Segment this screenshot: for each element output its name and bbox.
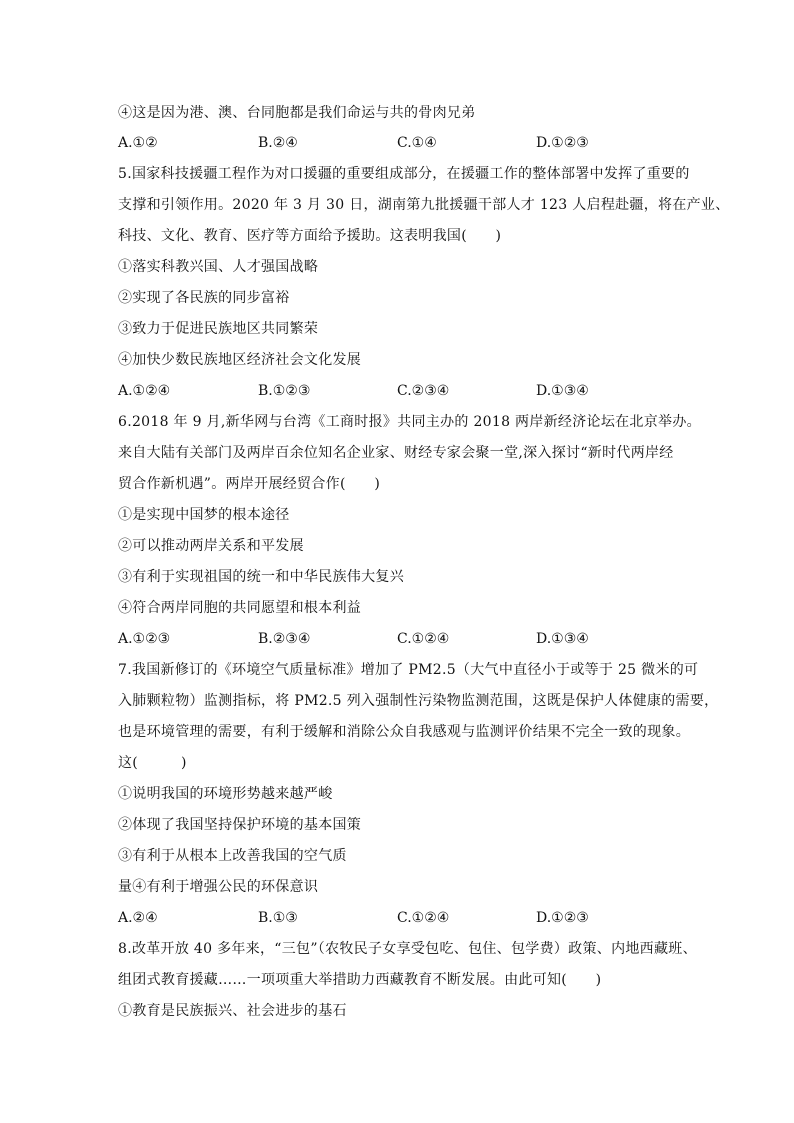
q5-option-d: D.①③④: [536, 383, 589, 399]
q4-option-b: B.②④: [258, 135, 298, 151]
q7-item-3: ③有利于从根本上改善我国的空气质: [118, 848, 347, 864]
q7-option-b: B.①③: [258, 910, 298, 926]
q6-option-c: C.①②④: [397, 631, 450, 647]
q8-stem-line-1: 8.改革开放 40 多年来，“三包”（农牧民子女享受包吃、包住、包学费）政策、内地西藏班、: [118, 941, 697, 957]
q6-option-b: B.②③④: [258, 631, 311, 647]
q7-option-c: C.①②④: [397, 910, 450, 926]
q7-stem-line-4: 这( ): [118, 755, 187, 771]
q4-item-4: ④这是因为港、澳、台同胞都是我们命运与共的骨肉兄弟: [118, 105, 476, 121]
q6-option-a: A.①②③: [118, 631, 171, 647]
q5-stem-line-2: 支撑和引领作用。2020 年 3 月 30 日，湖南第九批援疆干部人才 123 人启程赴疆，将在产业、: [118, 197, 730, 213]
q6-stem-line-3: 贸合作新机遇”。两岸开展经贸合作( ): [118, 476, 381, 492]
q7-item-2: ②体现了我国坚持保护环境的基本国策: [118, 817, 362, 833]
q7-stem-line-1: 7.我国新修订的《环境空气质量标准》增加了 PM2.5（大气中直径小于或等于 25 微米的可: [118, 662, 699, 678]
q8-stem-line-2: 组团式教育援藏……一项项重大举措助力西藏教育不断发展。由此可知( ): [118, 972, 602, 988]
q7-stem-line-2: 入肺颗粒物）监测指标，将 PM2.5 列入强制性污染物监测范围，这既是保护人体健康的需要，: [118, 693, 719, 709]
q5-stem-line-1: 5.国家科技援疆工程作为对口援疆的重要组成部分，在援疆工作的整体部署中发挥了重要的: [118, 166, 690, 182]
q6-item-2: ②可以推动两岸关系和平发展: [118, 538, 304, 554]
q7-item-1: ①说明我国的环境形势越来越严峻: [118, 786, 333, 802]
q5-stem-line-3: 科技、文化、教育、医疗等方面给予援助。这表明我国( ): [118, 228, 502, 244]
q4-option-a: A.①②: [118, 135, 158, 151]
q7-option-d: D.①②③: [536, 910, 589, 926]
q7-option-a: A.②④: [118, 910, 158, 926]
q6-option-d: D.①③④: [536, 631, 589, 647]
q6-stem-line-2: 来自大陆有关部门及两岸百余位知名企业家、财经专家会聚一堂,深入探讨“新时代两岸经: [118, 445, 674, 461]
q4-option-c: C.①④: [397, 135, 437, 151]
q4-option-d: D.①②③: [536, 135, 589, 151]
q5-option-b: B.①②③: [258, 383, 311, 399]
q6-stem-line-1: 6.2018 年 9 月,新华网与台湾《工商时报》共同主办的 2018 两岸新经济论坛在北京举办。: [118, 414, 701, 430]
q5-item-1: ①落实科教兴国、人才强国战略: [118, 259, 319, 275]
q5-option-a: A.①②④: [118, 383, 171, 399]
q5-item-3: ③致力于促进民族地区共同繁荣: [118, 321, 319, 337]
q5-item-4: ④加快少数民族地区经济社会文化发展: [118, 352, 362, 368]
q7-stem-line-3: 也是环境管理的需要，有利于缓解和消除公众自我感观与监测评价结果不完全一致的现象。: [118, 724, 690, 740]
q5-option-c: C.②③④: [397, 383, 450, 399]
q6-item-3: ③有利于实现祖国的统一和中华民族伟大复兴: [118, 569, 404, 585]
q7-item-4: 量④有利于增强公民的环保意识: [118, 879, 319, 895]
q6-item-4: ④符合两岸同胞的共同愿望和根本利益: [118, 600, 362, 616]
q8-item-1: ①教育是民族振兴、社会进步的基石: [118, 1003, 347, 1019]
q5-item-2: ②实现了各民族的同步富裕: [118, 290, 290, 306]
q6-item-1: ①是实现中国梦的根本途径: [118, 507, 290, 523]
